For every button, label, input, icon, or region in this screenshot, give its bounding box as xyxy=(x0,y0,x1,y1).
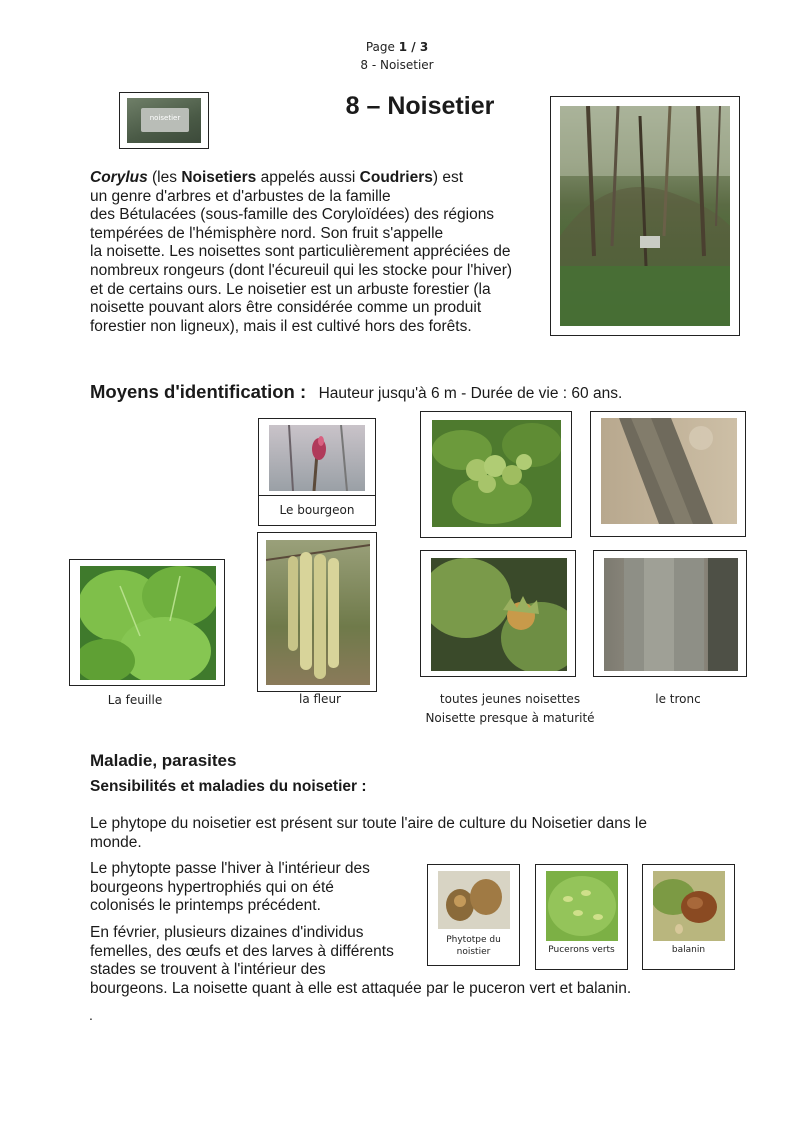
bud-photo-card xyxy=(258,418,376,526)
balanin-caption: balanin xyxy=(671,945,706,955)
phytopte-caption: Phytotpe du noistier xyxy=(446,935,501,957)
disease-heading: Maladie, parasites xyxy=(90,751,237,770)
identification-heading: Moyens d'identification : xyxy=(90,381,307,402)
page-subtitle: 8 - Noisetier xyxy=(360,58,434,72)
page-title: 8 – Noisetier xyxy=(345,92,495,120)
trunk-photo-upper xyxy=(590,411,746,537)
footer-mark: . xyxy=(89,1007,93,1023)
genus-name: Corylus xyxy=(90,169,148,186)
flower-photo xyxy=(257,532,377,692)
identification-line xyxy=(90,381,622,403)
disease-paragraph-2: Le phytopte passe l'hiver à l'intérieur des bourgeons hypertrophiés qui on été colonisés le printemps précédent. xyxy=(90,860,370,915)
intro-paragraph: Corylus (les Noisetiers appelés aussi Coudriers) est un genre d'arbres et d'arbustes de la famille des Bétulacées (sous-famille des Coryloïdées) des régions tempérées de l'hémisphère nord. Son fruit s'appelle la noisette. Les noisettes sont particulièrement appréciées de nombreux rongeurs (dont l'écureuil qui les stocke pour l'hiver) et de certains ours. Le noisetier est un arbuste forestier (la noisette pouvant alors être considérée comme un produit forestier non ligneux), mais il est cultivé hors des forêts. xyxy=(90,169,513,335)
mature-hazelnut-photo xyxy=(420,550,576,677)
mature-caption: Noisette presque à maturité xyxy=(425,711,595,725)
puceron-card xyxy=(535,864,628,970)
balanin-card xyxy=(642,864,735,970)
young-caption: toutes jeunes noisettes xyxy=(439,692,581,706)
sign-photo xyxy=(119,92,209,149)
young-hazelnuts-photo xyxy=(420,411,572,538)
trunk-photo-lower xyxy=(593,550,747,677)
disease-subheading: Sensibilités et maladies du noisetier : xyxy=(90,778,367,795)
trunk-caption: le tronc xyxy=(655,692,701,706)
leaf-photo xyxy=(69,559,225,686)
page-number: Page 1 / 3 xyxy=(365,40,429,54)
bud-caption: Le bourgeon xyxy=(279,503,355,517)
forest-photo xyxy=(550,96,740,336)
sign-text: noisetier xyxy=(149,114,181,122)
flower-caption: la fleur xyxy=(299,692,341,706)
puceron-caption: Pucerons verts xyxy=(548,945,615,955)
disease-paragraph-3: En février, plusieurs dizaines d'individus femelles, des œufs et des larves à différents stades se trouvent à l'intérieur des bourgeons. La noisette quant à elle est attaquée par le puceron vert et balanin. xyxy=(90,924,632,997)
leaf-caption: La feuille xyxy=(107,693,163,707)
phytopte-card xyxy=(427,864,520,966)
identification-details: Hauteur jusqu'à 6 m - Durée de vie : 60 ans. xyxy=(318,385,623,402)
disease-paragraph-1: Le phytope du noisetier est présent sur toute l'aire de culture du Noisetier dans le monde. xyxy=(90,815,647,851)
